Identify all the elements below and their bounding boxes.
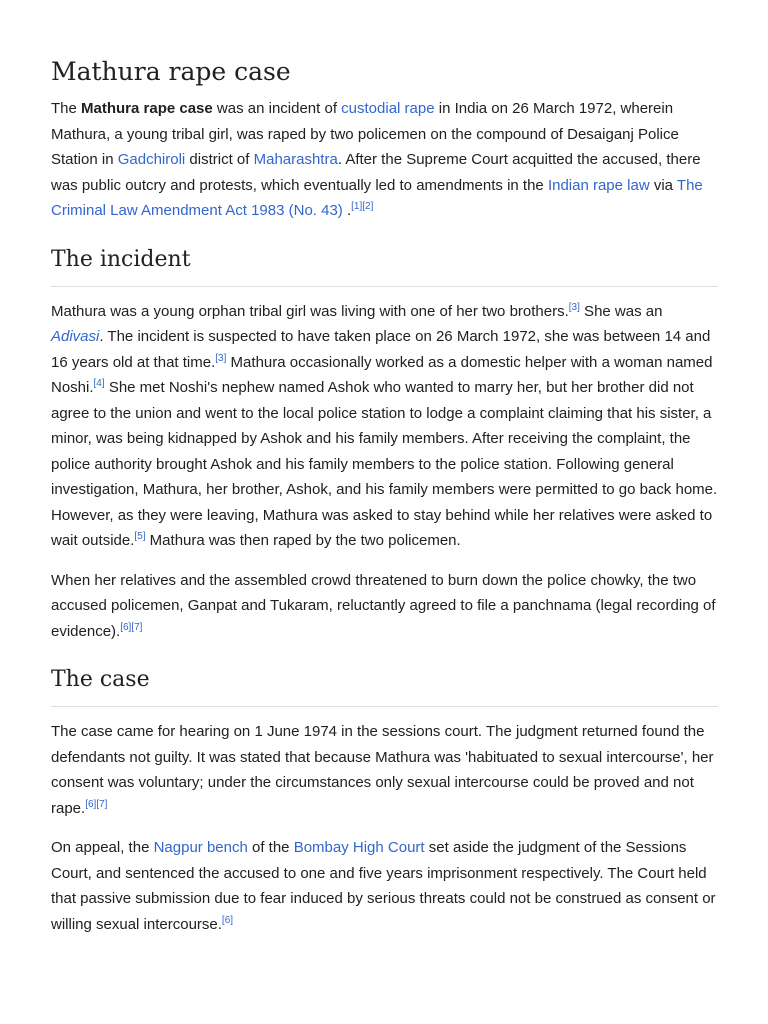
reference-link[interactable]: [7] xyxy=(96,798,108,810)
intro-text: was an incident of xyxy=(212,100,342,117)
intro-text: via xyxy=(649,176,677,194)
reference-link[interactable]: [1] xyxy=(351,201,363,212)
incident-paragraph-2 xyxy=(51,568,718,645)
link-gadchiroli[interactable]: Gadchiroli xyxy=(117,151,186,168)
section-heading-case: The case xyxy=(51,664,718,707)
link-nagpur-bench[interactable]: Nagpur bench xyxy=(153,839,248,856)
link-custodial-rape[interactable]: custodial rape xyxy=(341,100,435,117)
case-paragraph-2 xyxy=(51,835,718,937)
incident-paragraph-1 xyxy=(51,299,718,554)
paragraph-text: Mathura was then raped by the two policemen. xyxy=(145,532,461,549)
reference-link[interactable]: [3] xyxy=(215,352,227,364)
link-indian-rape-law[interactable]: Indian rape law xyxy=(547,176,650,194)
reference-link[interactable]: [5] xyxy=(134,531,146,542)
paragraph-text: of the xyxy=(247,839,294,856)
intro-text: district of xyxy=(185,151,254,168)
paragraph-text: She was an xyxy=(579,302,663,320)
paragraph-text: set aside the judgment of the Sessions Court, and sentenced the accused to one and five years imprisonment respectively. The Court held that passive submission due to fear induced by serious threats could not be construed as consent or willing sexual intercourse. xyxy=(51,839,716,933)
intro-text: The xyxy=(51,100,82,117)
reference-link[interactable]: [6] xyxy=(120,621,132,633)
intro-text: . xyxy=(342,202,352,219)
reference-link[interactable]: [3] xyxy=(568,301,580,313)
paragraph-text: . The incident is suspected to have taken place on 26 March 1972, she was between 14 and 16 years old at that time. xyxy=(51,328,711,371)
intro-paragraph xyxy=(51,96,718,224)
paragraph-text: She met Noshi's nephew named Ashok who wanted to marry her, but her brother did not agree to the union and went to the local police station to lodge a complaint claiming that his sister, a minor, was being kidnapped by Ashok and his family members. After receiving the complaint, the police authority brought Ashok and his family members to the police station. Following general investigation, Mathura, her brother, Ashok, and his family members were permitted to go back home. However, as they were leaving, Mathura was asked to stay behind while her relatives were asked to wait outside. xyxy=(51,379,718,549)
reference-link[interactable]: [2] xyxy=(362,201,374,212)
reference-link[interactable]: [4] xyxy=(93,378,105,389)
link-criminal-law-amendment-act[interactable]: The Criminal Law Amendment Act 1983 (No. 43) xyxy=(51,176,703,219)
link-adivasi[interactable]: Adivasi xyxy=(51,328,100,345)
link-maharashtra[interactable]: Maharashtra xyxy=(253,151,338,168)
intro-text: . After the Supreme Court acquitted the accused, there was public outcry and protests, which eventually led to amendments in the xyxy=(51,151,701,194)
paragraph-text: Mathura occasionally worked as a domestic helper with a woman named Noshi. xyxy=(51,353,713,396)
section-heading-incident: The incident xyxy=(51,244,718,287)
reference-link[interactable]: [6] xyxy=(85,798,97,810)
paragraph-text: The case came for hearing on 1 June 1974 in the sessions court. The judgment returned found the defendants not guilty. It was stated that because Mathura was 'habituated to sexual intercourse', her consent was voluntary; under the circumstances only sexual intercourse could be proved and not rape. xyxy=(51,723,714,817)
reference-link[interactable]: [6] xyxy=(221,914,234,926)
intro-bold-title: Mathura rape case xyxy=(81,100,213,117)
intro-text: in India on 26 March 1972, wherein Mathura, a young tribal girl, was raped by two policemen on the compound of Desaiganj Police Station in xyxy=(51,100,679,168)
paragraph-text: On appeal, the xyxy=(51,839,154,856)
paragraph-text: Mathura was a young orphan tribal girl was living with one of her two brothers. xyxy=(51,302,569,320)
case-paragraph-1 xyxy=(51,719,718,821)
page-title: Mathura rape case xyxy=(51,57,291,86)
reference-link[interactable]: [7] xyxy=(131,621,143,633)
paragraph-text: When her relatives and the assembled crowd threatened to burn down the police chowky, the two accused policemen, Ganpat and Tukaram, reluctantly agreed to file a panchnama (legal recording of evidence). xyxy=(51,571,716,640)
link-bombay-high-court[interactable]: Bombay High Court xyxy=(293,839,425,856)
